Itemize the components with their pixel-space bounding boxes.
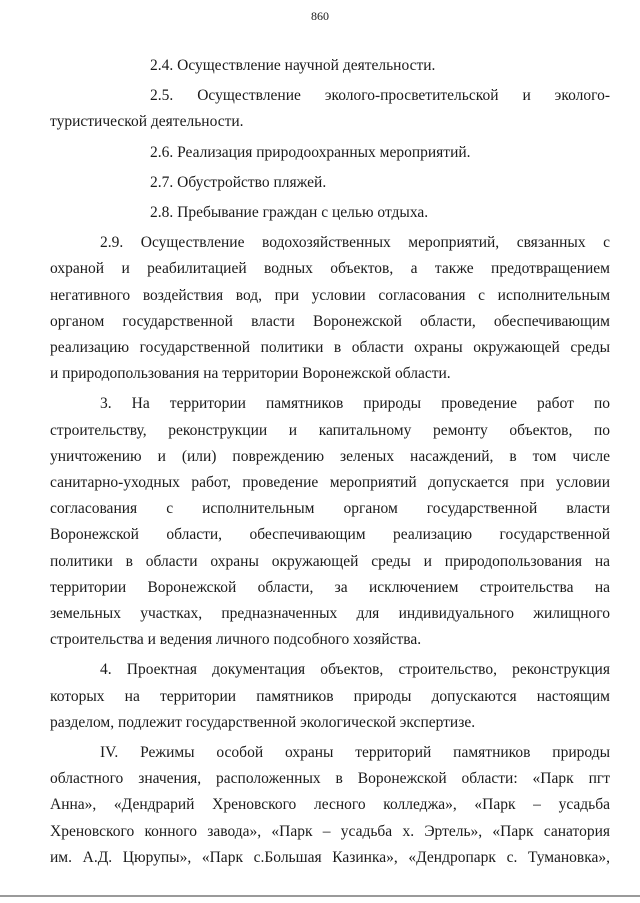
paragraph-line: согласования с исполнительным органом государственной власти bbox=[50, 500, 610, 518]
paragraph-line: Воронежской области, обеспечивающим реализацию государственной bbox=[50, 526, 610, 544]
paragraph-line: IV. Режимы особой охраны территорий памятников природы bbox=[100, 744, 610, 762]
paragraph-line: негативного воздействия вод, при условии согласования с исполнительным bbox=[50, 286, 610, 304]
bottom-edge-line bbox=[0, 895, 640, 897]
paragraph-line: разделом, подлежит государственной экологической экспертизе. bbox=[50, 713, 476, 731]
paragraph-2-6: 2.6. Реализация природоохранных мероприятий. bbox=[150, 143, 471, 161]
section-iv-heading-paragraph bbox=[50, 740, 610, 871]
paragraph-line: политики в области охраны окружающей среды и природопользования на bbox=[50, 552, 610, 570]
paragraph-2-4: 2.4. Осуществление научной деятельности. bbox=[150, 57, 436, 74]
paragraph-line: и природопользования на территории Воронежской области. bbox=[50, 365, 451, 383]
paragraph-line: туристической деятельности. bbox=[50, 113, 244, 131]
paragraph-3 bbox=[50, 391, 610, 653]
paragraph-line: охраной и реабилитацией водных объектов, а также предотвращением bbox=[50, 260, 610, 278]
page-number: 860 bbox=[311, 9, 329, 23]
paragraph-4 bbox=[50, 657, 610, 736]
paragraph-line: органом государственной власти Воронежской области, обеспечивающим bbox=[50, 312, 610, 330]
paragraph-line: им. А.Д. Цюрупы», «Парк с.Большая Казинка», «Дендропарк с. Тумановка», bbox=[50, 848, 610, 866]
paragraph-line: 3. На территории памятников природы проведение работ по bbox=[100, 395, 610, 413]
paragraph-line: земельных участках, предназначенных для индивидуального жилищного bbox=[50, 605, 610, 623]
paragraph-2-7: 2.7. Обустройство пляжей. bbox=[150, 173, 327, 191]
paragraph-line: Анна», «Дендрарий Хреновского лесного колледжа», «Парк – усадьба bbox=[50, 796, 610, 814]
paragraph-2-8: 2.8. Пребывание граждан с целью отдыха. bbox=[150, 204, 429, 222]
paragraph-2-5 bbox=[50, 83, 610, 135]
paragraph-2-9 bbox=[50, 230, 610, 387]
paragraph-line: строительства и ведения личного подсобного хозяйства. bbox=[50, 631, 422, 649]
paragraph-line: уничтожению и (или) повреждению зеленых насаждений, в том числе bbox=[50, 447, 610, 465]
paragraph-line: 2.9. Осуществление водохозяйственных мероприятий, связанных с bbox=[100, 234, 610, 252]
paragraph-line: областного значения, расположенных в Воронежской области: «Парк пгт bbox=[50, 770, 610, 788]
paragraph-line: строительству, реконструкции и капитальному ремонту объектов, по bbox=[50, 421, 610, 439]
document-body bbox=[50, 53, 610, 871]
paragraph-line: санитарно-уходных работ, проведение мероприятий допускается при условии bbox=[50, 474, 610, 492]
paragraph-line: 2.5. Осуществление эколого-просветительской и эколого- bbox=[150, 87, 610, 105]
paragraph-line: 4. Проектная документация объектов, строительство, реконструкция bbox=[100, 661, 610, 679]
paragraph-line: реализацию государственной политики в области охраны окружающей среды bbox=[50, 339, 610, 357]
paragraph-line: которых на территории памятников природы допускаются настоящим bbox=[50, 687, 610, 705]
paragraph-line: территории Воронежской области, за исключением строительства на bbox=[50, 578, 610, 596]
paragraph-line: Хреновского конного завода», «Парк – усадьба х. Эртель», «Парк санатория bbox=[50, 822, 610, 840]
